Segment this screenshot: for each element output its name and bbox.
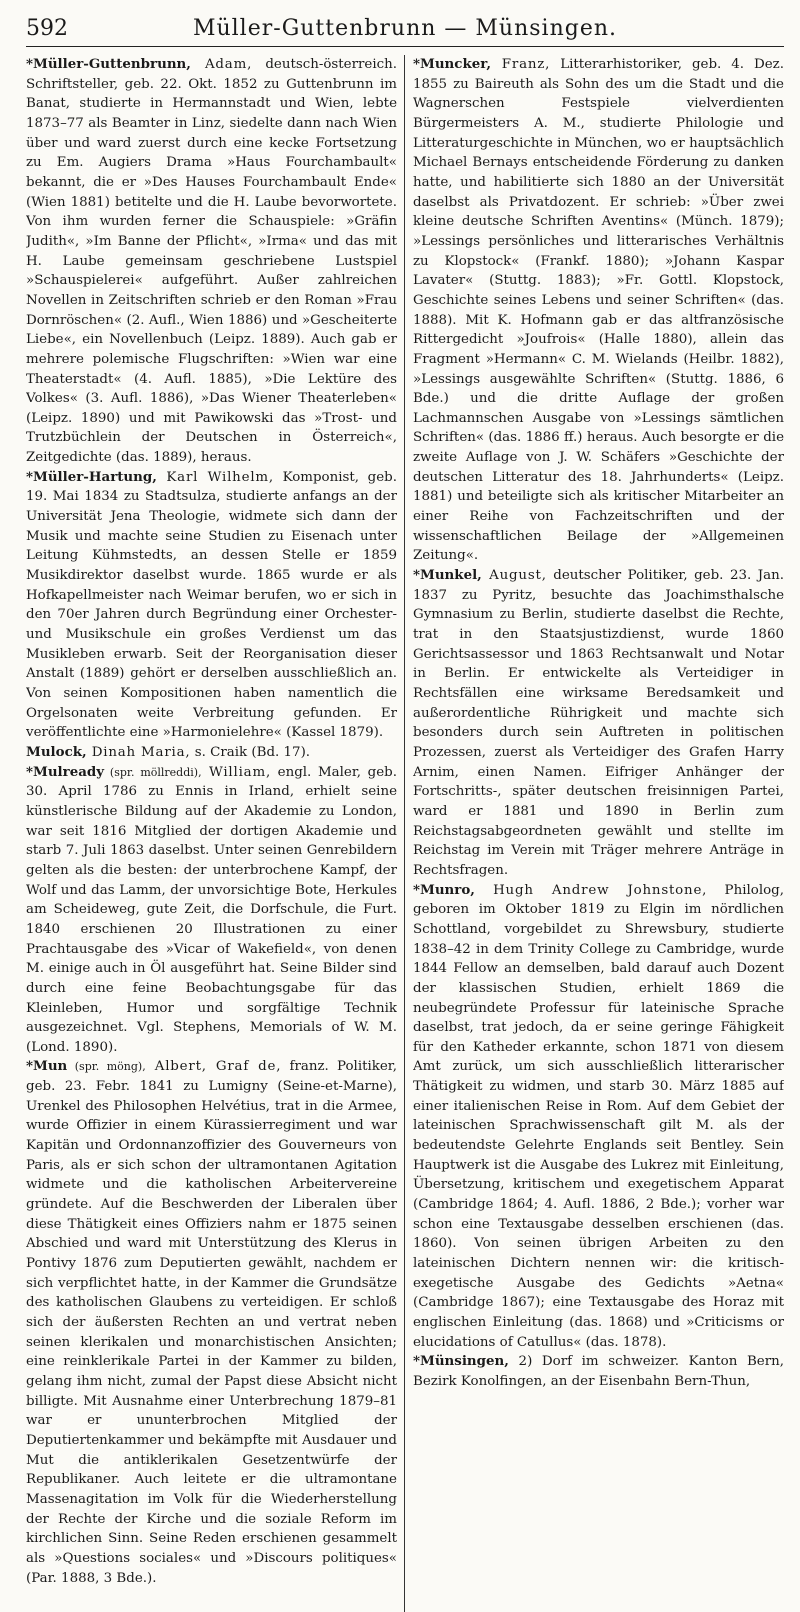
entry-headword: Mulock, xyxy=(26,743,87,760)
entry-headword: *Muncker, xyxy=(413,56,491,72)
entry-forename: Karl Wilhelm, xyxy=(156,469,274,485)
entry-forename: Adam, xyxy=(190,57,253,72)
entry-headword: *Müller-Hartung, xyxy=(26,468,157,485)
entry-mun xyxy=(26,1057,397,1588)
entry-text: engl. Maler, geb. 30. April 1786 zu Ennis in Irland, erhielt seine künstlerische Bildung auf der Akademie zu London, war seit 1816 Mitglied der dortigen Akademie und starb 7. Juli 1863 daselbst. Unter seinen Genrebildern gelten als die besten: der unterbrochene Kampf, der Wolf und das Lamm, der unvorsichtige Bote, Herkules am Scheideweg, gute Zeit, die Dorfschule, die Furt. 1840 erschienen 20 Illustrationen zu einer Prachtausgabe des »Vicar of Wakefield«, von denen M. einige auch in Öl ausgeführt hat. Seine Bilder sind durch eine feine Beobachtungsgabe für das Kleinleben, Humor und sorgfältige Technik ausgezeichnet. Vgl. Stephens, Memorials of W. M. (Lond. 1890). xyxy=(26,764,397,1055)
entry-headword: *Munkel, xyxy=(413,567,482,584)
entry-mulock xyxy=(26,743,397,763)
entry-mueller-hartung xyxy=(26,468,397,743)
running-title: Müller-Guttenbrunn — Münsingen. xyxy=(192,16,618,41)
entry-forename: William, xyxy=(201,764,272,780)
entry-mueller-guttenbrunn xyxy=(26,55,397,468)
entry-pronunciation: (spr. möng), xyxy=(67,1060,146,1074)
entry-mulready xyxy=(26,763,397,1058)
column-divider xyxy=(404,55,405,1612)
entry-headword: *Munro, xyxy=(413,881,475,898)
entry-muncker xyxy=(413,55,784,566)
entry-munkel xyxy=(413,566,784,881)
entry-headword: *Münsingen, xyxy=(413,1353,509,1370)
page-number: 592 xyxy=(26,16,68,41)
entry-text: 2) Dorf im schweizer. Kanton Bern, Bezirk Konolfingen, an der Eisenbahn Bern-Thun, xyxy=(413,1354,784,1389)
entry-muensingen xyxy=(413,1352,784,1391)
entry-text: franz. Politiker, geb. 23. Febr. 1841 zu Lumigny (Seine-et-Marne), Urenkel des Philosophen Helvétius, trat in die Armee, wurde Offizier in einem Kürassierregiment und war Kapitän und Ordonnanzoffizier des Gouverneurs von Paris, als er sich schon der ultramontanen Agitation widmete und die katholischen Arbeitervereine gründete. Auf die Beschwerden der Liberalen über diese Thätigkeit eines Offiziers nahm er 1875 seinen Abschied und ward mit Unterstützung des Klerus in Pontivy 1876 zum Deputierten gewählt, nachdem er sich verpflichtet hatte, in der Kammer die Grundsätze des katholischen Glaubens zu verteidigen. Er schloß sich der äußersten Rechten an und vertrat neben seinen klerikalen und monarchistischen Ansichten; eine reinklerikale Partei in der Kammer zu bilden, gelang ihm nicht, zumal der Papst diese Absicht nicht billigte. Mit Ausnahme einer Unterbrechung 1879–81 war er ununterbrochen Mitglied der Deputiertenkammer und bekämpfte mit Ausdauer und Mut die antiklerikalen Gesetzentwürfe der Republikaner. Auch leitete er die ultramontane Massenagitation im Volk für die Wiederherstellung der Rechte der Kirche und die soziale Reform im kirchlichen Sinn. Seine Reden erschienen gesammelt als »Questions sociales« und »Discours politiques« (Par. 1888, 3 Bde.). xyxy=(26,1059,397,1586)
entry-text: Litterarhistoriker, geb. 4. Dez. 1855 zu Baireuth als Sohn des um die Stadt und die Wagnerschen Festspiele vielverdienten Bürgermeisters A. M., studierte Philologie und Litteraturgeschichte in München, wo er hauptsächlich Michael Bernays entscheidende Förderung zu danken hatte, und habilitierte sich 1880 an der Universität daselbst als Privatdozent. Er schrieb: »Über zwei kleine deutsche Schriften Aventins« (Münch. 1879); »Lessings persönliches und litterarisches Verhältnis zu Klopstock« (Frankf. 1880); »Johann Kaspar Lavater« (Stuttg. 1883); »Fr. Gottl. Klopstock, Geschichte seines Lebens und seiner Schriften« (das. 1888). Mit K. Hofmann gab er das altfranzösische Rittergedicht »Joufrois« (Halle 1880), allein das Fragment »Hermann« C. M. Wielands (Heilbr. 1882), »Lessings ausgewählte Schriften« (Stuttg. 1886, 6 Bde.) und die dritte Auflage der großen Lachmannschen Ausgabe von »Lessings sämtlichen Schriften« (das. 1886 ff.) heraus. Auch besorgte er die zweite Auflage von J. W. Schäfers »Geschichte der deutschen Litteratur des 18. Jahrhunderts« (Leipz. 1881) und beteiligte sich als kritischer Mitarbeiter an einer Reihe von Fachzeitschriften und der wissenschaftlichen Beilage der »Allgemeinen Zeitung«. xyxy=(413,57,784,564)
right-column xyxy=(413,55,784,1588)
entry-text: deutsch-österreich. Schriftsteller, geb. 22. Okt. 1852 zu Guttenbrunn im Banat, studierte in Hermannstadt und Wien, lebte 1873–77 als Beamter in Linz, siedelte dann nach Wien über und ward zuerst durch eine kecke Fortsetzung zu Em. Augiers Drama »Haus Fourchambault« bekannt, die er »Des Hauses Fourchambault Ende« (Wien 1881) betitelte und die H. Laube bevorwortete. Von ihm wurden ferner die Schauspiele: »Gräfin Judith«, »Im Banne der Pflicht«, »Irma« und das mit H. Laube gemeinsam geschriebene Lustspiel »Schauspielerei« aufgeführt. Außer zahlreichen Novellen in Zeitschriften schrieb er den Roman »Frau Dornröschen« (2. Aufl., Wien 1886) und »Gescheiterte Liebe«, ein Novellenbuch (Leipz. 1889). Auch gab er mehrere polemische Flugschriften: »Wien war eine Theaterstadt« (4. Aufl. 1885), »Die Lektüre des Volkes« (3. Aufl. 1886), »Das Wiener Theaterleben« (Leipz. 1890) und mit Pawikowski das »Trost- und Trutzbüchlein der Deutschen in Österreich«, Zeitgedichte (das. 1889), heraus. xyxy=(26,57,397,466)
text-columns xyxy=(26,55,784,1588)
entry-text: s. Craik (Bd. 17). xyxy=(190,744,311,760)
entry-munro xyxy=(413,881,784,1353)
entry-headword: *Mun xyxy=(26,1058,68,1075)
entry-forename: Franz, xyxy=(491,57,551,72)
entry-forename: Hugh Andrew Johnstone, xyxy=(474,882,708,898)
entry-pronunciation: (spr. möllreddi), xyxy=(104,765,202,779)
entry-headword: *Müller-Guttenbrunn, xyxy=(26,56,191,72)
entry-forename: August, xyxy=(481,568,547,584)
entry-text: deutscher Politiker, geb. 23. Jan. 1837 zu Pyritz, besuchte das Joachimsthalsche Gymnasium zu Berlin, studierte daselbst die Rechte, trat in den Staatsjustizdienst, wurde 1860 Gerichtsassessor und 1863 Rechtsanwalt und Notar in Berlin. Er entwickelte als Verteidiger in Rechtsfällen eine wirksame Beredsamkeit und außerordentliche Rührigkeit und machte sich besonders durch sein Auftreten in politischen Prozessen, zuerst als Verteidiger des Grafen Harry Arnim, einen Namen. Eifriger Anhänger der Fortschritts-, später deutschen freisinnigen Partei, ward er 1881 und 1890 in Berlin zum Reichstagsabgeordneten gewählt und stellte im Reichstag im Verein mit Träger mehrere Anträge in Rechtsfragen. xyxy=(413,568,784,878)
entry-text: Philolog, geboren im Oktober 1819 zu Elgin im nördlichen Schottland, vorgebildet zu Shrewsbury, studierte 1838–42 in dem Trinity College zu Cambridge, wurde 1844 Fellow an demselben, bald darauf auch Dozent der klassischen Studien, erhielt 1869 die neubegründete Professur für lateinische Sprache daselbst, trat jedoch, da er seine geringe Fähigkeit für den Katheder erkannte, schon 1871 von diesem Amt zurück, um sich ausschließlich litterarischer Thätigkeit zu widmen, und starb 30. März 1885 auf einer italienischen Reise in Rom. Auf dem Gebiet der lateinischen Sprachwissenschaft gilt M. als der bedeutendste Gelehrte Englands seit Bentley. Sein Hauptwerk ist die Ausgabe des Lukrez mit Einleitung, Übersetzung, kritischem und exegetischem Apparat (Cambridge 1864; 4. Aufl. 1886, 2 Bde.); vorher war schon eine Textausgabe desselben erschienen (das. 1860). Von seinen übrigen Arbeiten zu den lateinischen Dichtern nennen wir: die kritisch-exegetische Ausgabe des Gedichts »Aetna« (Cambridge 1867); eine Textausgabe des Horaz mit englischen Einleitung (das. 1868) und »Criticisms or elucidations of Catullus« (das. 1878). xyxy=(413,882,784,1350)
left-column xyxy=(26,55,397,1588)
entry-forename: Albert, Graf de, xyxy=(145,1059,282,1075)
page-header xyxy=(26,10,784,47)
entry-text: Komponist, geb. 19. Mai 1834 zu Stadtsulza, studierte anfangs an der Universität Jena Theologie, widmete sich dann der Musik und machte seine Studien zu Eisenach unter Leitung Kühmstedts, an dessen Stelle er 1859 Musikdirektor daselbst wurde. 1865 wurde er als Hofkapellmeister nach Weimar berufen, wo er sich in den 70er Jahren durch Begründung einer Orchester- und Musikschule ein großes Verdienst um das Musikleben erwarb. Seit der Reorganisation dieser Anstalt (1889) gehört er derselben ausschließlich an. Von seinen Kompositionen haben namentlich die Orgelsonaten weite Verbreitung gefunden. Er veröffentlichte eine »Harmonielehre« (Kassel 1879). xyxy=(26,469,397,741)
entry-forename: Dinah Maria, xyxy=(86,744,191,760)
entry-headword: *Mulready xyxy=(26,763,105,780)
